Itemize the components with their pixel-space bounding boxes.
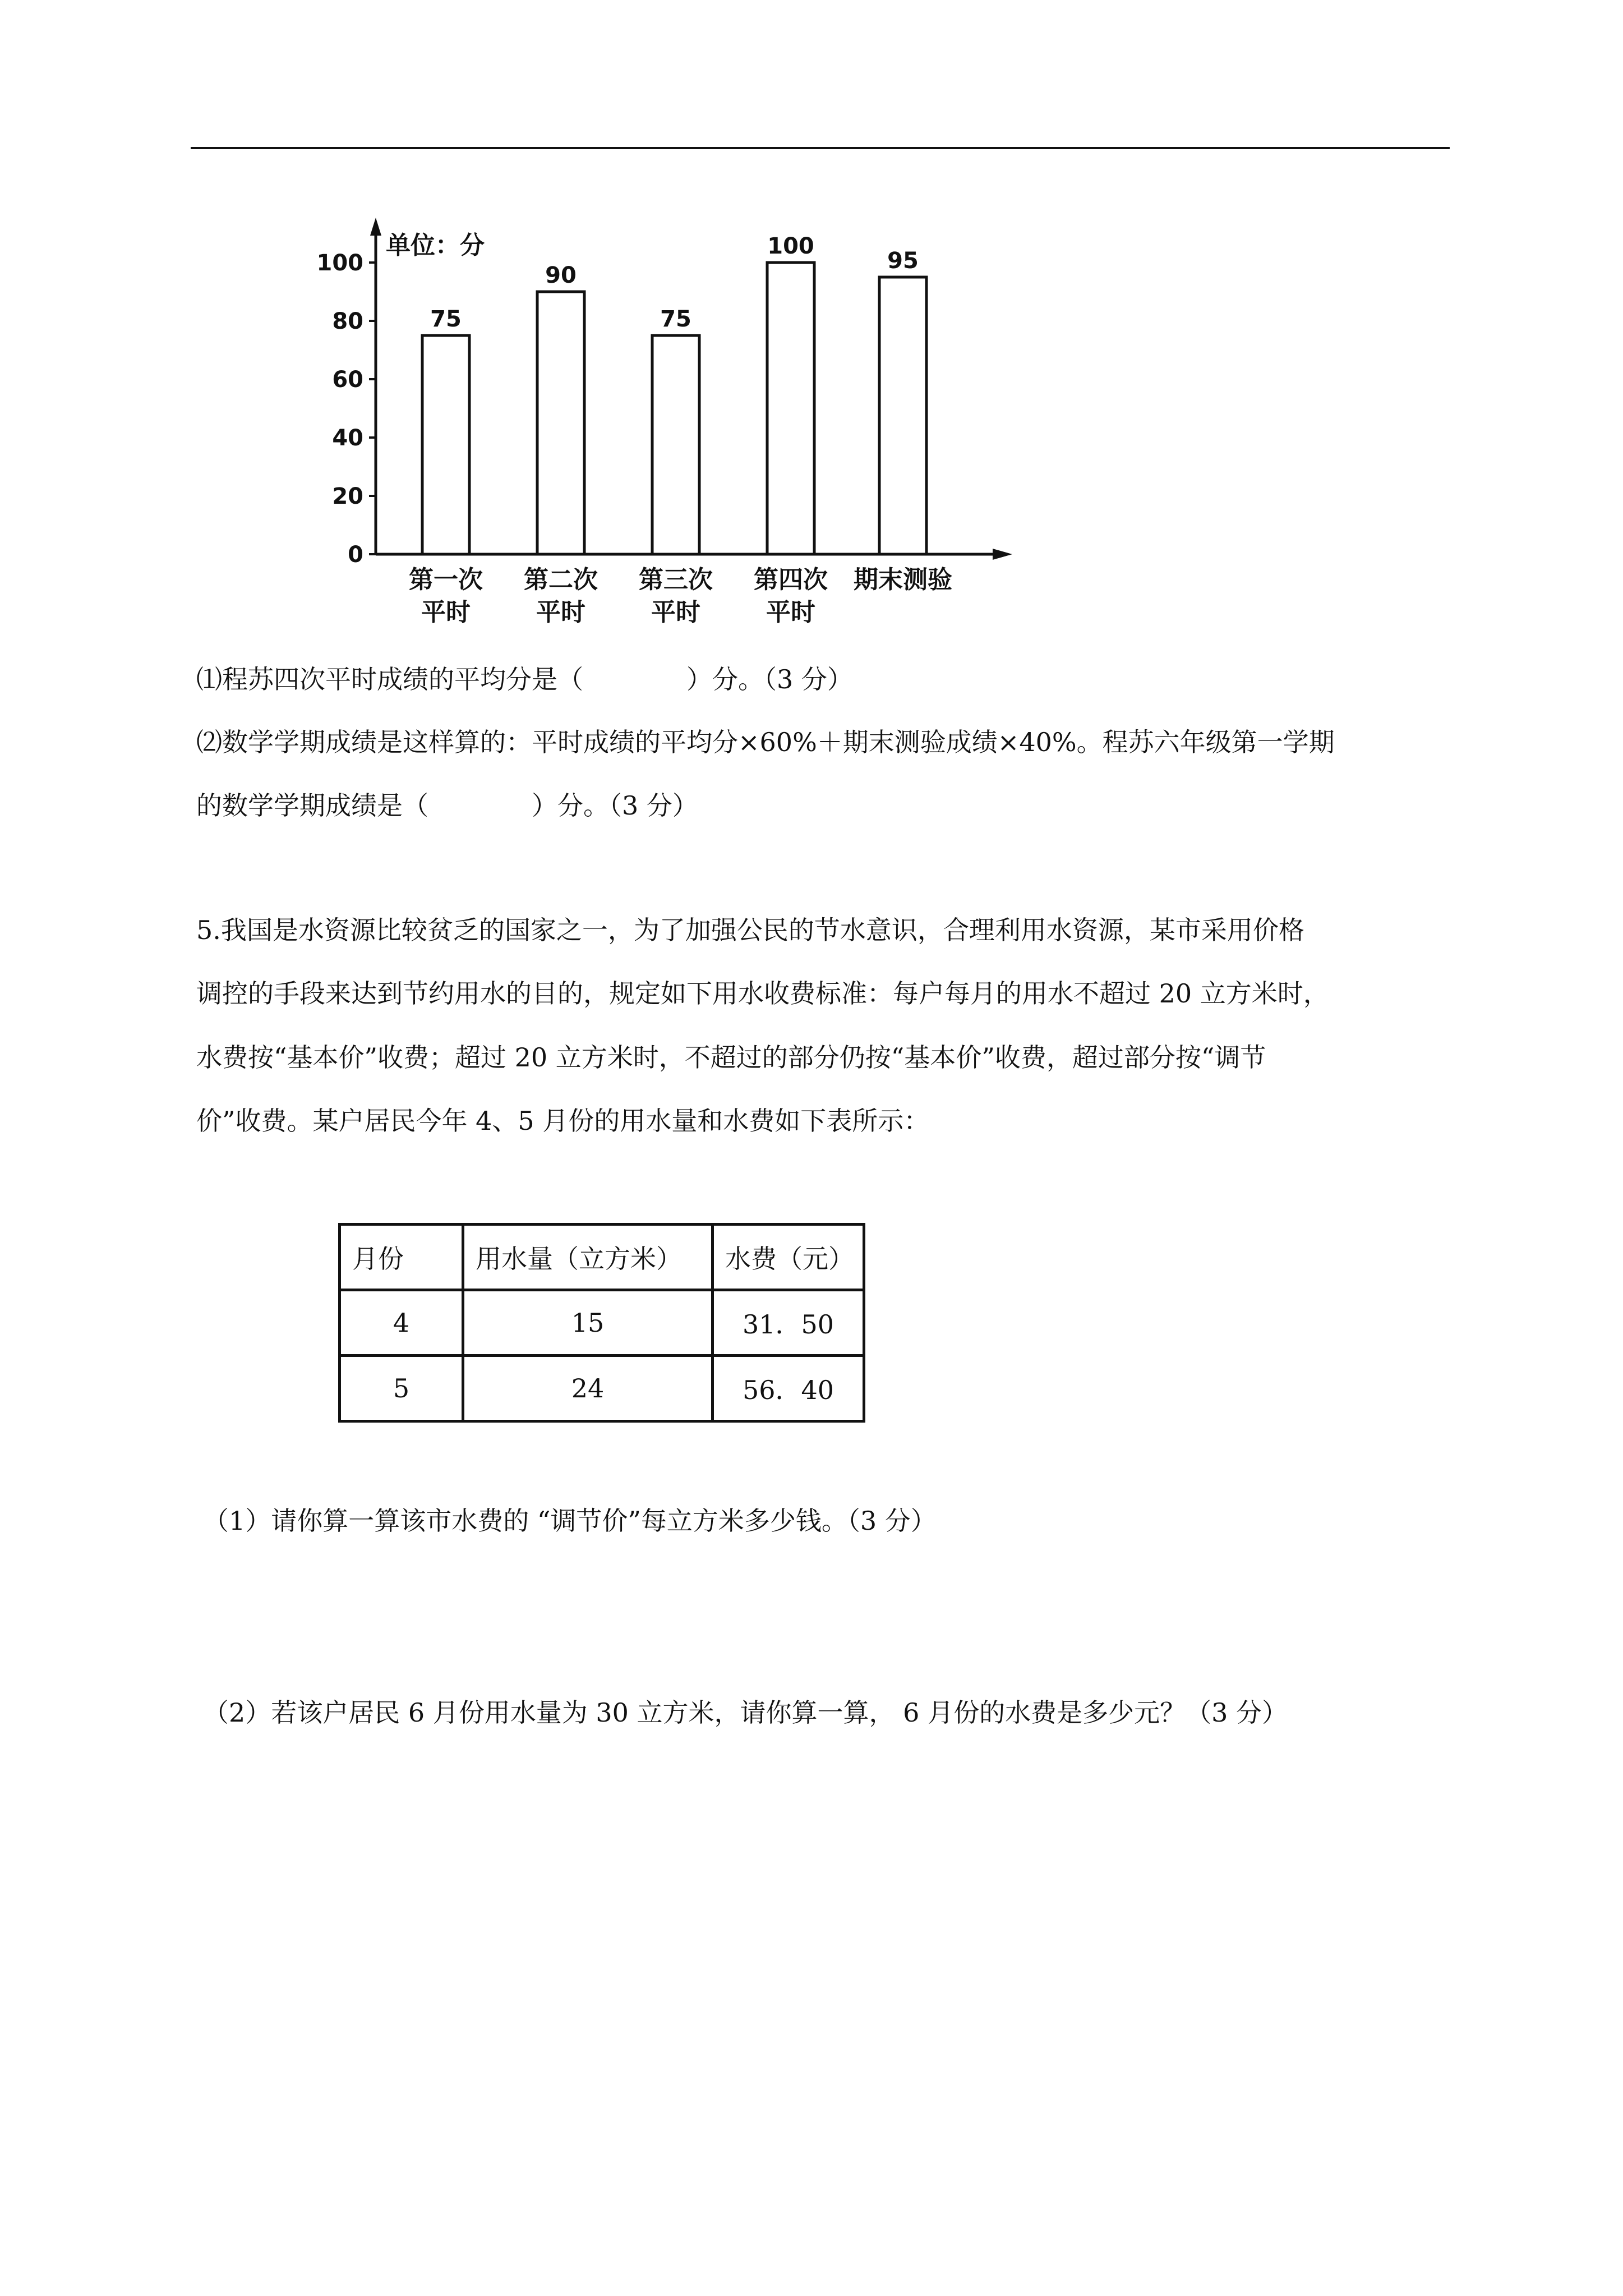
question-5-1: （1）请你算一算该市水费的 “调节价”每立方米多少钱。（3 分） [203, 1506, 937, 1536]
bar [767, 263, 814, 554]
table-row [340, 1290, 864, 1356]
cell-usage: 24 [463, 1356, 713, 1421]
cell-usage: 15 [463, 1290, 713, 1356]
y-tick-label: 0 [348, 542, 363, 568]
x-axis-arrow [993, 549, 1012, 560]
bar-data-label: 75 [660, 306, 691, 332]
header-rule [191, 147, 1450, 149]
question-4-1: ⑴程苏四次平时成绩的平均分是（ ）分。（3 分） [196, 664, 853, 694]
y-tick-label: 60 [332, 367, 363, 393]
bar-data-label: 95 [887, 248, 919, 274]
y-tick-label: 80 [332, 309, 363, 334]
score-bar-chart [292, 213, 1021, 639]
cell-fee: 31．50 [713, 1290, 864, 1356]
x-category-label-line2: 平时 [766, 598, 815, 627]
y-axis-arrow [370, 218, 381, 236]
bar [652, 335, 699, 554]
header-fee: 水费（元） [713, 1225, 864, 1290]
x-category-label: 第二次 [524, 565, 598, 594]
question-4-2-line1: ⑵数学学期成绩是这样算的：平时成绩的平均分×60%＋期末测验成绩×40%。程苏六年级第一学期 [196, 727, 1335, 757]
question-5-line1: 5.我国是水资源比较贫乏的国家之一，为了加强公民的节水意识，合理利用水资源，某市采用价格 [196, 915, 1304, 945]
x-category-label-line2: 平时 [421, 598, 471, 627]
cell-month: 5 [340, 1356, 463, 1421]
question-5-line2: 调控的手段来达到节约用水的目的，规定如下用水收费标准：每户每月的用水不超过 20 立方米时， [196, 978, 1329, 1009]
table-header-row [340, 1225, 864, 1290]
x-category-label-line2: 平时 [536, 598, 585, 627]
question-5-2: （2）若该户居民 6 月份用水量为 30 立方米，请你算一算， 6 月份的水费是多少元？（3 分） [203, 1697, 1288, 1728]
cell-month: 4 [340, 1290, 463, 1356]
y-tick-label: 100 [316, 250, 363, 276]
cell-fee: 56．40 [713, 1356, 864, 1421]
header-usage: 用水量（立方米） [463, 1225, 713, 1290]
x-category-label: 第四次 [754, 565, 828, 594]
header-month: 月份 [340, 1225, 463, 1290]
unit-label: 单位：分 [386, 231, 485, 260]
table-row [340, 1356, 864, 1421]
x-category-label: 第一次 [409, 565, 483, 594]
question-5-line3: 水费按“基本价”收费；超过 20 立方米时，不超过的部分仍按“基本价”收费，超过部分按“调节 [196, 1042, 1266, 1073]
x-category-label-line2: 平时 [651, 598, 700, 627]
question-5-line4: 价”收费。某户居民今年 4、5 月份的用水量和水费如下表所示： [196, 1106, 930, 1136]
y-tick-label: 40 [332, 425, 363, 451]
bar-data-label: 75 [430, 306, 462, 332]
bar-data-label: 100 [767, 233, 814, 259]
water-fee-table [338, 1223, 865, 1423]
question-4-2-line2: 的数学学期成绩是（ ）分。（3 分） [196, 790, 698, 821]
x-category-label: 期末测验 [854, 565, 952, 594]
x-category-label: 第三次 [639, 565, 713, 594]
bar [879, 277, 926, 554]
y-tick-label: 20 [332, 484, 363, 509]
bar-data-label: 90 [545, 263, 577, 288]
bar [537, 292, 584, 554]
bar [422, 335, 469, 554]
